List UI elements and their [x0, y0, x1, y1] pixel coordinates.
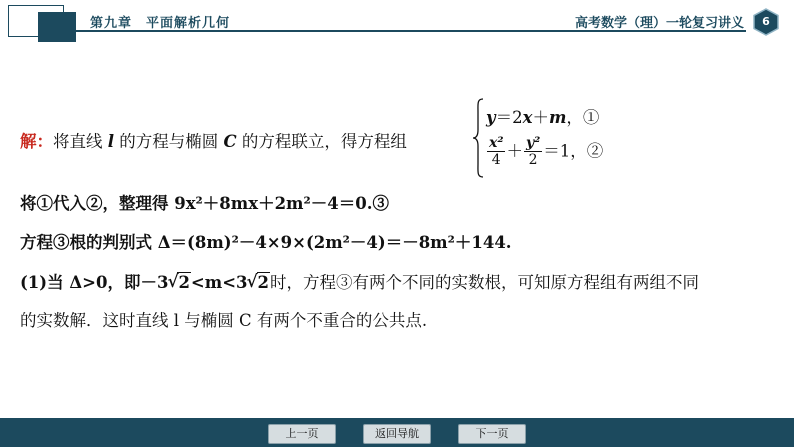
numerator: y²	[525, 135, 541, 151]
home-nav-button[interactable]: 返回导航	[363, 424, 431, 444]
chapter-title: 第九章 平面解析几何	[90, 16, 231, 31]
denominator: 4	[491, 151, 501, 168]
solution-intro	[20, 134, 407, 151]
sqrt	[248, 275, 270, 292]
text: ＝1，②	[543, 141, 604, 161]
radicand: 2	[257, 273, 269, 292]
radicand: 2	[178, 273, 190, 292]
course-title: 高考数学（理）一轮复习讲义	[574, 16, 744, 31]
denominator: 2	[528, 151, 538, 168]
next-page-button[interactable]: 下一页	[458, 424, 526, 444]
var-C: C	[223, 132, 237, 151]
prev-page-button[interactable]: 上一页	[268, 424, 336, 444]
text: 的方程联立，得方程组	[236, 132, 407, 151]
text: x	[522, 108, 533, 127]
text: ＝2	[495, 108, 523, 127]
numerator: x²	[489, 135, 504, 151]
equation-2	[486, 136, 603, 168]
substitution-line: 将①代入②，整理得 9x²＋8mx＋2m²－4＝0.③	[20, 194, 389, 213]
page-number-badge	[752, 8, 780, 36]
text: 的方程与椭圆	[114, 132, 224, 151]
case-1-conclusion: 的实数解．这时直线 l 与椭圆 C 有两个不重合的公共点.	[20, 311, 428, 330]
var-l: l	[107, 132, 115, 151]
equation-1	[486, 110, 599, 127]
text: m	[548, 108, 567, 127]
discriminant-line: 方程③根的判别式 Δ＝(8m)²－4×9×(2m²－4)＝－8m²＋144.	[20, 233, 512, 252]
text: ＋	[532, 108, 549, 127]
left-brace-icon	[472, 98, 484, 178]
text: (1)当 Δ>0，即－3	[20, 273, 169, 292]
text: 将直线	[53, 132, 108, 151]
fraction	[524, 136, 542, 168]
text: <m<3	[190, 273, 248, 292]
text: ＋	[506, 141, 523, 161]
text: ，①	[566, 108, 600, 127]
header-decor-block	[38, 12, 76, 42]
solution-label: 解：	[20, 132, 53, 151]
fraction	[487, 136, 505, 168]
text: y	[486, 108, 496, 127]
text: 时，方程③有两个不同的实数根，可知原方程组有两组不同	[270, 273, 699, 292]
case-1-line	[20, 275, 699, 292]
page-number: 6	[762, 15, 770, 28]
sqrt	[168, 275, 190, 292]
